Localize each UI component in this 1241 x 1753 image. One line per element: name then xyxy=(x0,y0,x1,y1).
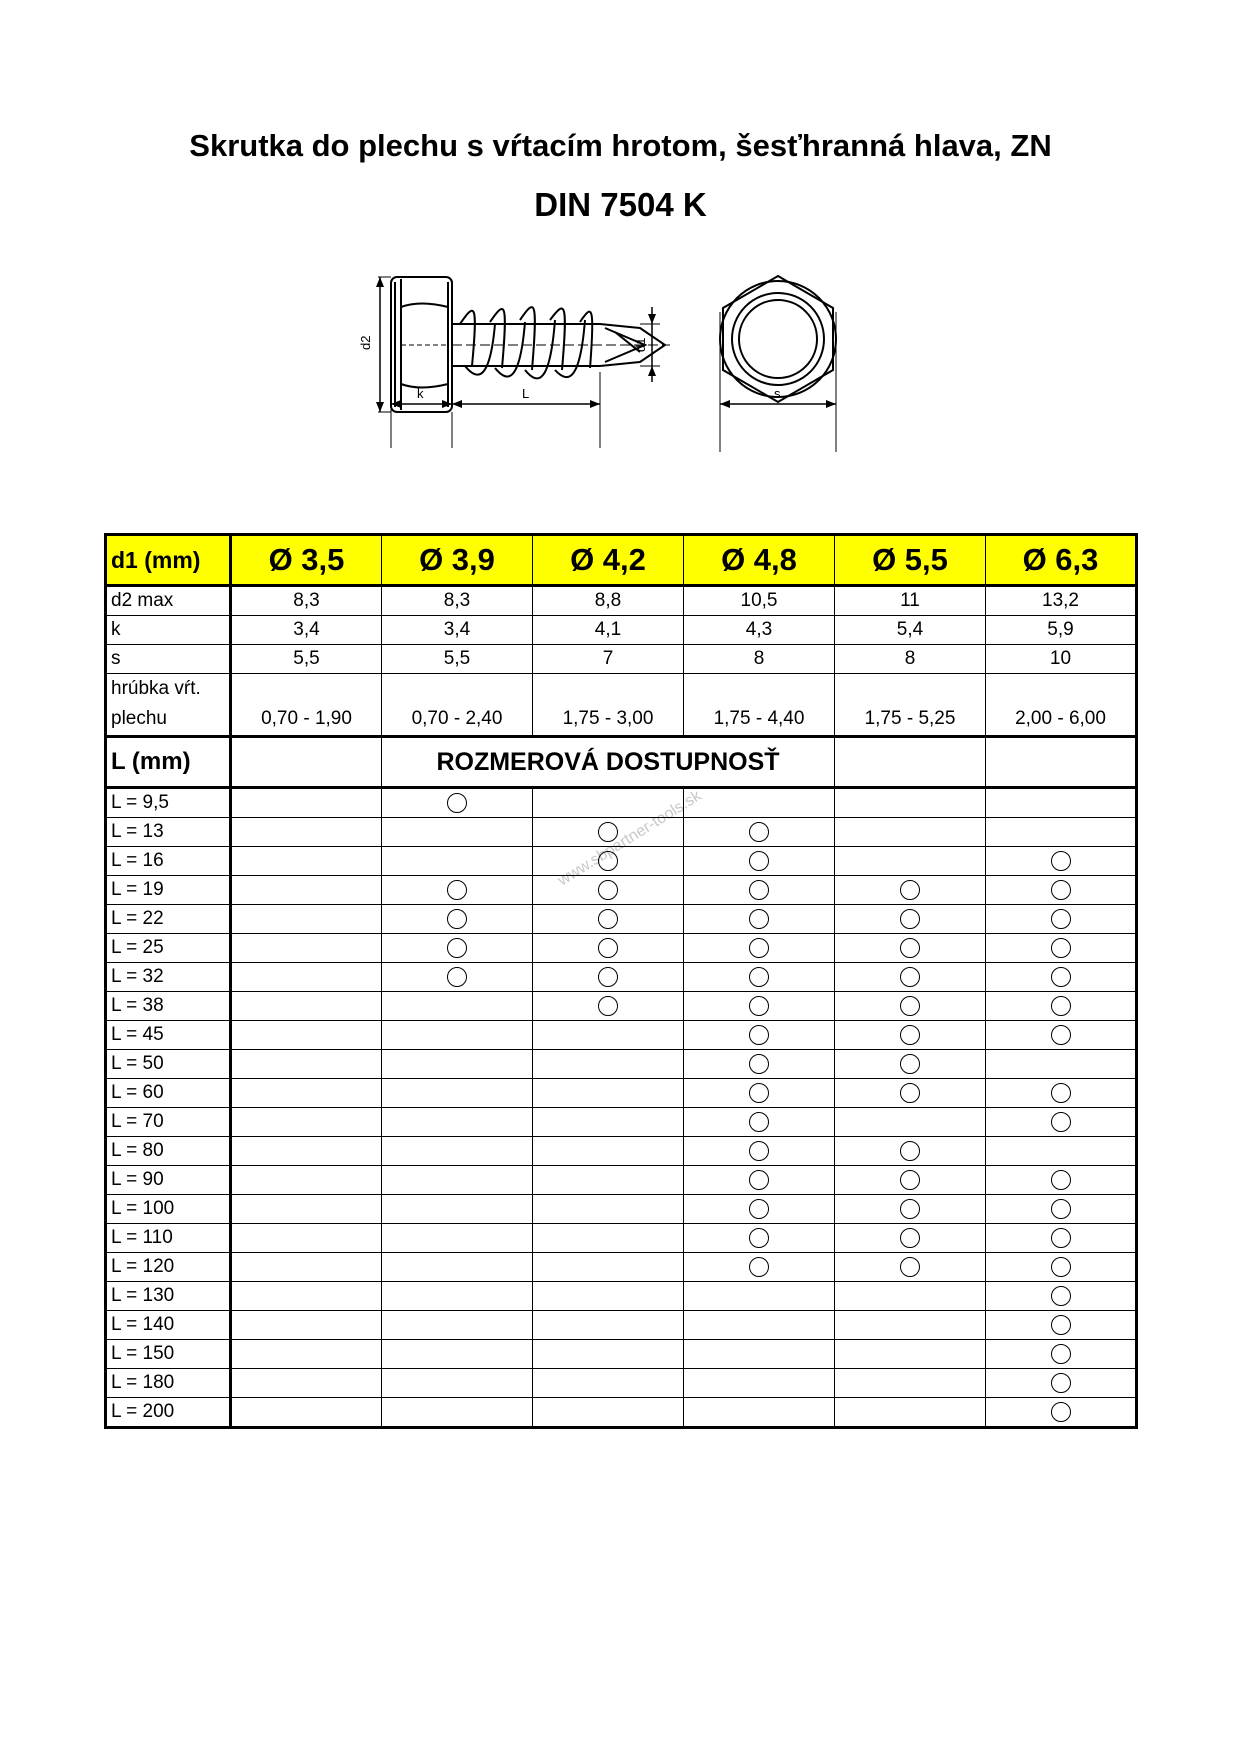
diameter-cell: Ø 4,2 xyxy=(533,535,684,586)
availability-cell xyxy=(382,1108,533,1137)
availability-cell xyxy=(986,876,1137,905)
available-circle-icon xyxy=(749,938,769,958)
availability-cell xyxy=(684,876,835,905)
available-circle-icon xyxy=(900,880,920,900)
availability-cell xyxy=(835,1282,986,1311)
thickness-value: 0,70 - 1,90 xyxy=(231,674,382,737)
availability-cell xyxy=(684,934,835,963)
availability-cell xyxy=(986,1195,1137,1224)
availability-cell xyxy=(986,1311,1137,1340)
length-row xyxy=(106,1253,1137,1282)
available-circle-icon xyxy=(1051,1112,1071,1132)
availability-cell xyxy=(231,1021,382,1050)
available-circle-icon xyxy=(1051,1257,1071,1277)
length-row-label: L = 180 xyxy=(106,1369,231,1398)
availability-cell xyxy=(533,1137,684,1166)
empty-cell xyxy=(231,737,382,788)
availability-cell xyxy=(684,1253,835,1282)
available-circle-icon xyxy=(1051,1402,1071,1422)
length-row-label: L = 9,5 xyxy=(106,788,231,818)
availability-cell xyxy=(533,1021,684,1050)
diameter-cell: Ø 3,5 xyxy=(231,535,382,586)
available-circle-icon xyxy=(447,793,467,813)
available-circle-icon xyxy=(749,967,769,987)
property-value: 8 xyxy=(835,645,986,674)
available-circle-icon xyxy=(1051,1228,1071,1248)
availability-cell xyxy=(533,905,684,934)
availability-cell xyxy=(835,1079,986,1108)
availability-cell xyxy=(533,1398,684,1428)
availability-cell xyxy=(533,1253,684,1282)
availability-cell xyxy=(231,847,382,876)
thickness-value: 1,75 - 5,25 xyxy=(835,674,986,737)
availability-cell xyxy=(986,1398,1137,1428)
length-row-label: L = 22 xyxy=(106,905,231,934)
available-circle-icon xyxy=(598,822,618,842)
length-row-label: L = 130 xyxy=(106,1282,231,1311)
availability-cell xyxy=(986,1224,1137,1253)
property-value: 8,3 xyxy=(382,586,533,616)
availability-cell xyxy=(835,1311,986,1340)
availability-cell xyxy=(835,1253,986,1282)
diameter-cell: Ø 6,3 xyxy=(986,535,1137,586)
availability-cell xyxy=(231,1311,382,1340)
availability-cell xyxy=(684,1079,835,1108)
dim-label-k: k xyxy=(417,386,424,401)
availability-cell xyxy=(684,905,835,934)
availability-cell xyxy=(986,1108,1137,1137)
availability-cell xyxy=(231,818,382,847)
available-circle-icon xyxy=(749,1141,769,1161)
availability-cell xyxy=(231,1137,382,1166)
availability-cell xyxy=(382,847,533,876)
availability-cell xyxy=(684,992,835,1021)
availability-header-row xyxy=(106,737,1137,788)
availability-cell xyxy=(382,934,533,963)
availability-cell xyxy=(835,818,986,847)
length-row xyxy=(106,934,1137,963)
available-circle-icon xyxy=(598,967,618,987)
availability-cell xyxy=(382,1369,533,1398)
available-circle-icon xyxy=(1051,938,1071,958)
availability-cell xyxy=(533,818,684,847)
property-value: 3,4 xyxy=(382,616,533,645)
available-circle-icon xyxy=(447,880,467,900)
availability-cell xyxy=(835,1369,986,1398)
diameter-cell: Ø 4,8 xyxy=(684,535,835,586)
available-circle-icon xyxy=(1051,1315,1071,1335)
available-circle-icon xyxy=(749,1112,769,1132)
available-circle-icon xyxy=(598,909,618,929)
availability-cell xyxy=(835,1166,986,1195)
length-row xyxy=(106,1137,1137,1166)
availability-cell xyxy=(231,1224,382,1253)
property-value: 3,4 xyxy=(231,616,382,645)
length-row xyxy=(106,1108,1137,1137)
property-value: 8,3 xyxy=(231,586,382,616)
availability-cell xyxy=(986,1166,1137,1195)
length-row xyxy=(106,1340,1137,1369)
availability-cell xyxy=(231,876,382,905)
length-row xyxy=(106,992,1137,1021)
availability-cell xyxy=(533,963,684,992)
length-row-label: L = 70 xyxy=(106,1108,231,1137)
availability-cell xyxy=(382,992,533,1021)
availability-cell xyxy=(382,788,533,818)
length-row xyxy=(106,1224,1137,1253)
availability-cell xyxy=(231,1369,382,1398)
property-value: 8,8 xyxy=(533,586,684,616)
availability-cell xyxy=(986,905,1137,934)
availability-cell xyxy=(835,1137,986,1166)
length-row-label: L = 150 xyxy=(106,1340,231,1369)
screw-drawing xyxy=(300,262,940,468)
availability-cell xyxy=(684,847,835,876)
available-circle-icon xyxy=(900,1228,920,1248)
available-circle-icon xyxy=(900,1170,920,1190)
available-circle-icon xyxy=(749,909,769,929)
availability-cell xyxy=(382,1340,533,1369)
thickness-value: 1,75 - 4,40 xyxy=(684,674,835,737)
available-circle-icon xyxy=(900,1054,920,1074)
availability-cell xyxy=(986,1340,1137,1369)
property-label: k xyxy=(106,616,231,645)
length-row-label: L = 50 xyxy=(106,1050,231,1079)
length-row-label: L = 19 xyxy=(106,876,231,905)
availability-cell xyxy=(986,992,1137,1021)
available-circle-icon xyxy=(598,851,618,871)
availability-cell xyxy=(835,992,986,1021)
length-row xyxy=(106,1398,1137,1428)
availability-cell xyxy=(382,1224,533,1253)
availability-cell xyxy=(684,1021,835,1050)
dimension-table xyxy=(104,533,1138,1429)
availability-cell xyxy=(835,847,986,876)
length-row-label: L = 13 xyxy=(106,818,231,847)
empty-cell xyxy=(835,737,986,788)
property-value: 5,5 xyxy=(231,645,382,674)
available-circle-icon xyxy=(1051,1025,1071,1045)
availability-cell xyxy=(986,1253,1137,1282)
availability-label: ROZMEROVÁ DOSTUPNOSŤ xyxy=(382,737,835,788)
available-circle-icon xyxy=(598,880,618,900)
availability-cell xyxy=(684,1166,835,1195)
available-circle-icon xyxy=(900,1199,920,1219)
availability-cell xyxy=(231,1253,382,1282)
availability-cell xyxy=(684,1108,835,1137)
available-circle-icon xyxy=(749,822,769,842)
length-row-label: L = 16 xyxy=(106,847,231,876)
availability-cell xyxy=(231,1166,382,1195)
length-row xyxy=(106,1166,1137,1195)
availability-cell xyxy=(382,963,533,992)
availability-cell xyxy=(835,963,986,992)
available-circle-icon xyxy=(1051,996,1071,1016)
availability-cell xyxy=(382,1311,533,1340)
page-subtitle: DIN 7504 K xyxy=(534,186,707,223)
availability-cell xyxy=(684,1340,835,1369)
availability-cell xyxy=(231,1398,382,1428)
length-row-label: L = 100 xyxy=(106,1195,231,1224)
property-value: 11 xyxy=(835,586,986,616)
property-value: 8 xyxy=(684,645,835,674)
length-row-label: L = 60 xyxy=(106,1079,231,1108)
property-row xyxy=(106,616,1137,645)
thickness-value: 1,75 - 3,00 xyxy=(533,674,684,737)
property-label: d2 max xyxy=(106,586,231,616)
availability-cell xyxy=(382,1398,533,1428)
available-circle-icon xyxy=(447,967,467,987)
dim-label-d2: d2 xyxy=(358,335,373,350)
available-circle-icon xyxy=(1051,1170,1071,1190)
available-circle-icon xyxy=(749,1228,769,1248)
property-value: 4,1 xyxy=(533,616,684,645)
header-row xyxy=(106,535,1137,586)
availability-cell xyxy=(533,1340,684,1369)
availability-cell xyxy=(684,1311,835,1340)
availability-cell xyxy=(533,1224,684,1253)
availability-cell xyxy=(986,1369,1137,1398)
availability-cell xyxy=(382,1195,533,1224)
availability-cell xyxy=(533,1166,684,1195)
empty-cell xyxy=(986,737,1137,788)
availability-cell xyxy=(382,876,533,905)
header-label: d1 (mm) xyxy=(106,535,231,586)
available-circle-icon xyxy=(900,909,920,929)
availability-cell xyxy=(231,1340,382,1369)
length-row-label: L = 38 xyxy=(106,992,231,1021)
dim-label-d1: d1 xyxy=(633,337,648,352)
available-circle-icon xyxy=(749,1083,769,1103)
property-value: 5,4 xyxy=(835,616,986,645)
availability-cell xyxy=(382,1282,533,1311)
availability-cell xyxy=(684,1282,835,1311)
availability-cell xyxy=(533,1195,684,1224)
available-circle-icon xyxy=(900,996,920,1016)
availability-cell xyxy=(835,1108,986,1137)
availability-cell xyxy=(382,905,533,934)
length-row-label: L = 45 xyxy=(106,1021,231,1050)
availability-cell xyxy=(382,1166,533,1195)
available-circle-icon xyxy=(900,1257,920,1277)
available-circle-icon xyxy=(1051,967,1071,987)
availability-cell xyxy=(986,1021,1137,1050)
available-circle-icon xyxy=(1051,851,1071,871)
property-value: 10,5 xyxy=(684,586,835,616)
length-row xyxy=(106,1369,1137,1398)
availability-cell xyxy=(533,934,684,963)
available-circle-icon xyxy=(749,1054,769,1074)
availability-cell xyxy=(533,1108,684,1137)
watermark: www.sbpartner-tools.sk xyxy=(555,787,705,890)
available-circle-icon xyxy=(447,938,467,958)
length-row-label: L = 32 xyxy=(106,963,231,992)
availability-cell xyxy=(382,1253,533,1282)
availability-cell xyxy=(835,876,986,905)
availability-cell xyxy=(533,1369,684,1398)
property-value: 7 xyxy=(533,645,684,674)
availability-cell xyxy=(231,1079,382,1108)
property-row xyxy=(106,586,1137,616)
available-circle-icon xyxy=(900,1141,920,1161)
availability-cell xyxy=(986,847,1137,876)
available-circle-icon xyxy=(749,1257,769,1277)
available-circle-icon xyxy=(749,996,769,1016)
availability-cell xyxy=(533,788,684,818)
availability-cell xyxy=(684,963,835,992)
availability-cell xyxy=(231,788,382,818)
length-row xyxy=(106,1050,1137,1079)
available-circle-icon xyxy=(900,938,920,958)
availability-cell xyxy=(382,1021,533,1050)
availability-cell xyxy=(533,1079,684,1108)
length-row xyxy=(106,1311,1137,1340)
availability-cell xyxy=(231,992,382,1021)
availability-cell xyxy=(231,934,382,963)
availability-cell xyxy=(835,1340,986,1369)
availability-cell xyxy=(986,1079,1137,1108)
available-circle-icon xyxy=(598,996,618,1016)
available-circle-icon xyxy=(598,938,618,958)
availability-cell xyxy=(231,1282,382,1311)
availability-cell xyxy=(684,1369,835,1398)
availability-cell xyxy=(986,963,1137,992)
thickness-value: 2,00 - 6,00 xyxy=(986,674,1137,737)
available-circle-icon xyxy=(1051,909,1071,929)
availability-cell xyxy=(986,1137,1137,1166)
thickness-label xyxy=(106,674,231,737)
length-row-label: L = 80 xyxy=(106,1137,231,1166)
available-circle-icon xyxy=(900,1025,920,1045)
length-row xyxy=(106,963,1137,992)
availability-cell xyxy=(835,1224,986,1253)
property-value: 4,3 xyxy=(684,616,835,645)
availability-cell xyxy=(533,876,684,905)
availability-cell xyxy=(835,1195,986,1224)
length-row-label: L = 110 xyxy=(106,1224,231,1253)
available-circle-icon xyxy=(1051,1344,1071,1364)
thickness-label-line2: plechu xyxy=(111,708,167,729)
length-row xyxy=(106,1195,1137,1224)
availability-cell xyxy=(986,788,1137,818)
availability-cell xyxy=(684,1137,835,1166)
property-value: 5,9 xyxy=(986,616,1137,645)
availability-cell xyxy=(986,1282,1137,1311)
length-row xyxy=(106,847,1137,876)
page-title: Skrutka do plechu s vŕtacím hrotom, šesťhranná hlava, ZN xyxy=(189,128,1052,163)
property-value: 5,5 xyxy=(382,645,533,674)
available-circle-icon xyxy=(900,1083,920,1103)
availability-cell xyxy=(835,934,986,963)
availability-cell xyxy=(684,1398,835,1428)
available-circle-icon xyxy=(1051,1083,1071,1103)
availability-cell xyxy=(684,1224,835,1253)
property-value: 13,2 xyxy=(986,586,1137,616)
length-row xyxy=(106,905,1137,934)
dim-label-s: s xyxy=(774,386,781,401)
availability-cell xyxy=(684,818,835,847)
available-circle-icon xyxy=(1051,880,1071,900)
thickness-label-line1: hrúbka vŕt. xyxy=(111,678,201,699)
diameter-cell: Ø 5,5 xyxy=(835,535,986,586)
property-value: 10 xyxy=(986,645,1137,674)
available-circle-icon xyxy=(749,1025,769,1045)
thickness-row xyxy=(106,674,1137,737)
diameter-cell: Ø 3,9 xyxy=(382,535,533,586)
availability-cell xyxy=(382,1079,533,1108)
available-circle-icon xyxy=(749,851,769,871)
available-circle-icon xyxy=(749,1199,769,1219)
availability-cell xyxy=(533,1050,684,1079)
availability-cell xyxy=(533,847,684,876)
availability-cell xyxy=(835,788,986,818)
availability-cell xyxy=(231,1050,382,1079)
length-row-label: L = 140 xyxy=(106,1311,231,1340)
available-circle-icon xyxy=(749,880,769,900)
availability-cell xyxy=(231,1108,382,1137)
availability-cell xyxy=(533,1282,684,1311)
availability-cell xyxy=(986,818,1137,847)
availability-cell xyxy=(533,1311,684,1340)
availability-cell xyxy=(684,1195,835,1224)
length-row-label: L = 200 xyxy=(106,1398,231,1428)
available-circle-icon xyxy=(749,1170,769,1190)
length-row xyxy=(106,788,1137,818)
property-label: s xyxy=(106,645,231,674)
availability-cell xyxy=(231,1195,382,1224)
length-row-label: L = 120 xyxy=(106,1253,231,1282)
length-row xyxy=(106,1079,1137,1108)
property-row xyxy=(106,645,1137,674)
length-label: L (mm) xyxy=(106,737,231,788)
thickness-value: 0,70 - 2,40 xyxy=(382,674,533,737)
available-circle-icon xyxy=(1051,1199,1071,1219)
available-circle-icon xyxy=(447,909,467,929)
availability-cell xyxy=(231,905,382,934)
availability-cell xyxy=(382,1137,533,1166)
length-row xyxy=(106,876,1137,905)
availability-cell xyxy=(382,1050,533,1079)
availability-cell xyxy=(835,1398,986,1428)
length-row-label: L = 90 xyxy=(106,1166,231,1195)
length-row-label: L = 25 xyxy=(106,934,231,963)
availability-cell xyxy=(835,905,986,934)
length-row xyxy=(106,1282,1137,1311)
available-circle-icon xyxy=(1051,1286,1071,1306)
available-circle-icon xyxy=(900,967,920,987)
availability-cell xyxy=(382,818,533,847)
available-circle-icon xyxy=(1051,1373,1071,1393)
availability-cell xyxy=(835,1021,986,1050)
availability-cell xyxy=(986,934,1137,963)
availability-cell xyxy=(533,992,684,1021)
availability-cell xyxy=(231,963,382,992)
availability-cell xyxy=(684,788,835,818)
availability-cell xyxy=(684,1050,835,1079)
length-row xyxy=(106,818,1137,847)
availability-cell xyxy=(835,1050,986,1079)
dim-label-L: L xyxy=(522,386,530,401)
availability-cell xyxy=(986,1050,1137,1079)
length-row xyxy=(106,1021,1137,1050)
